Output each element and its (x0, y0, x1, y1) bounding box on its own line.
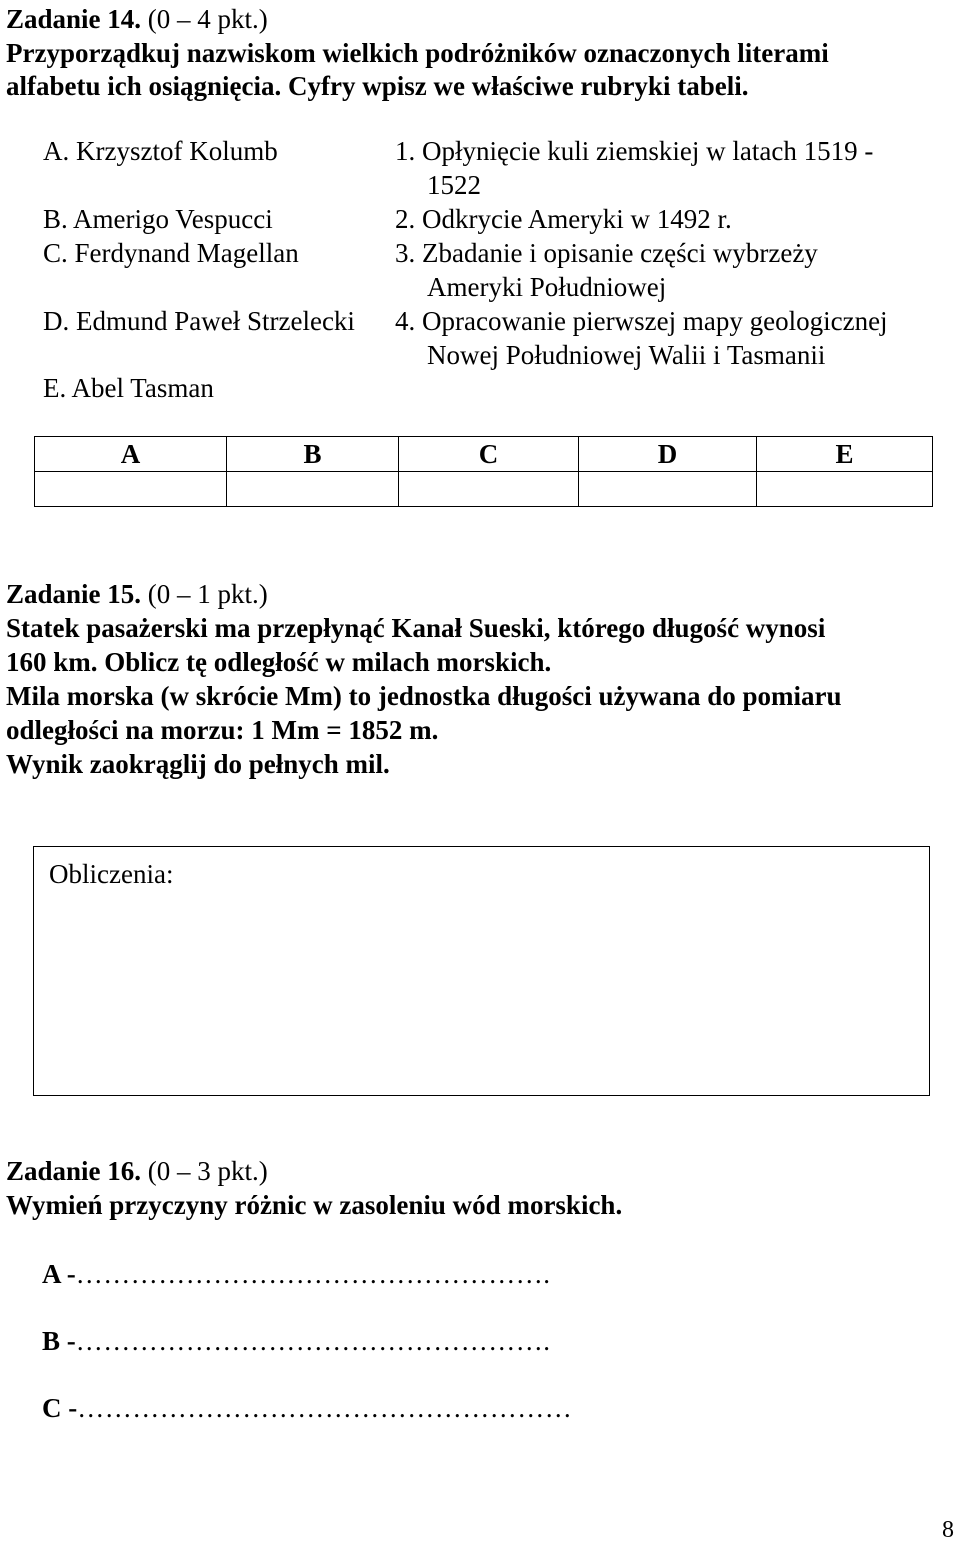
achievement-3-cont: Ameryki Południowej (427, 272, 667, 302)
answer-label-b: B - (42, 1326, 76, 1356)
task15-line-3: Mila morska (w skrócie Mm) to jednostka długości używana do pomiaru (6, 681, 842, 711)
answer-header-d: D (579, 437, 757, 472)
answer-line-c[interactable] (42, 1391, 572, 1425)
traveler-e: E. Abel Tasman (43, 373, 214, 403)
answer-table (34, 436, 933, 507)
answer-header-a: A (35, 437, 227, 472)
answer-cell-b[interactable] (227, 472, 399, 507)
traveler-b: B. Amerigo Vespucci (43, 204, 273, 234)
achievement-4-cont: Nowej Południowej Walii i Tasmanii (427, 340, 826, 370)
task16-instruction: Wymień przyczyny różnic w zasoleniu wód morskich. (6, 1190, 623, 1220)
task14-heading: Zadanie 14. (6, 4, 142, 34)
calculation-label: Obliczenia: (49, 859, 174, 889)
answer-cell-c[interactable] (399, 472, 579, 507)
answer-table-header-row (35, 437, 933, 472)
achievement-1: 1. Opłynięcie kuli ziemskiej w latach 1519 - (395, 136, 874, 166)
task15-points: (0 – 1 pkt.) (147, 579, 268, 609)
task16-heading-line (6, 1154, 268, 1188)
task14-instruction-line2: alfabetu ich osiągnięcia. Cyfry wpisz we właściwe rubryki tabeli. (6, 71, 749, 101)
task14-heading-line (6, 2, 268, 36)
answer-line-b[interactable] (42, 1324, 551, 1358)
task16-points: (0 – 3 pkt.) (147, 1156, 268, 1186)
achievement-2: 2. Odkrycie Ameryki w 1492 r. (395, 204, 732, 234)
task15-line-2: 160 km. Oblicz tę odległość w milach morskich. (6, 647, 552, 677)
answer-table-input-row (35, 472, 933, 507)
answer-cell-a[interactable] (35, 472, 227, 507)
traveler-a: A. Krzysztof Kolumb (43, 136, 278, 166)
answer-header-e: E (757, 437, 933, 472)
achievement-1-cont: 1522 (427, 170, 481, 200)
traveler-c: C. Ferdynand Magellan (43, 238, 299, 268)
answer-label-a: A - (42, 1259, 76, 1289)
answer-header-c: C (399, 437, 579, 472)
traveler-d: D. Edmund Paweł Strzelecki (43, 306, 355, 336)
task16-heading: Zadanie 16. (6, 1156, 142, 1186)
answer-cell-e[interactable] (757, 472, 933, 507)
task15-heading: Zadanie 15. (6, 579, 142, 609)
answer-cell-d[interactable] (579, 472, 757, 507)
task15-line-1: Statek pasażerski ma przepłynąć Kanał Sueski, którego długość wynosi (6, 613, 826, 643)
answer-dots-a: ……………………………………………. (75, 1259, 551, 1289)
answer-dots-c: ……………………………………………… (77, 1393, 573, 1423)
achievement-4: 4. Opracowanie pierwszej mapy geologicznej (395, 306, 888, 336)
task14-instruction-line1: Przyporządkuj nazwiskom wielkich podróżników oznaczonych literami (6, 38, 829, 68)
task15-line-4: odległości na morzu: 1 Mm = 1852 m. (6, 715, 439, 745)
answer-dots-b: ……………………………………………. (75, 1326, 551, 1356)
achievement-3: 3. Zbadanie i opisanie części wybrzeży (395, 238, 818, 268)
calculation-box[interactable] (33, 846, 930, 1096)
answer-line-a[interactable] (42, 1257, 551, 1291)
page-number: 8 (942, 1517, 954, 1543)
answer-header-b: B (227, 437, 399, 472)
task14-points: (0 – 4 pkt.) (147, 4, 268, 34)
task15-line-5: Wynik zaokrąglij do pełnych mil. (6, 749, 390, 779)
answer-label-c: C - (42, 1393, 78, 1423)
task15-heading-line (6, 577, 268, 611)
